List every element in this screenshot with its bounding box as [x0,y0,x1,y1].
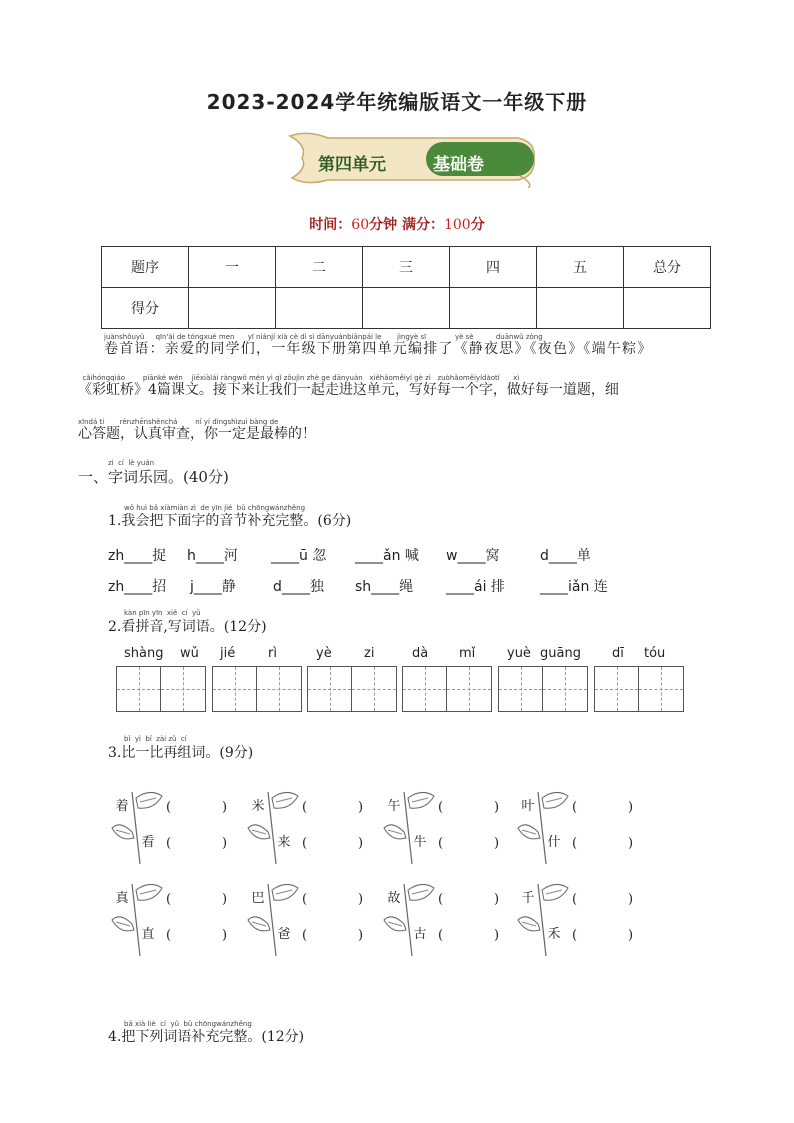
q1-item[interactable]: d____单 [540,548,591,564]
score-label: 得分 [102,288,189,329]
answer-paren-close[interactable]: ) [358,928,364,943]
q1-item[interactable]: ____ái 排 [446,579,505,595]
answer-paren-close[interactable]: ) [222,836,228,851]
banner-unit: 第四单元 [318,155,386,175]
q2-pinyin-syllable: mǐ [459,646,476,661]
q2-pinyin-syllable: jié [220,646,236,661]
answer-paren-open[interactable]: ( [302,836,308,851]
score-table-header [102,247,711,288]
answer-paren-open[interactable]: ( [302,892,308,907]
q1-item[interactable]: sh____绳 [355,579,414,595]
answer-paren-close[interactable]: ) [222,928,228,943]
compare-item [516,880,576,958]
q2-heading: 2.看拼音,写词语。(12分) [108,619,267,635]
intro-line-3: 心答题，认真审查，你一定是最棒的！ [78,426,316,442]
compare-char-top: 米 [251,799,265,814]
section1-pinyin: zì cí lè yuán [108,459,155,467]
answer-paren-open[interactable]: ( [166,892,172,907]
score-cell[interactable] [276,288,363,329]
q1-heading: 1.我会把下面字的音节补充完整。(6分) [108,513,352,529]
score-cell[interactable] [363,288,450,329]
answer-paren-open[interactable]: ( [572,800,578,815]
answer-paren-open[interactable]: ( [166,836,172,851]
q4-pinyin: bǎ xià liè cí yǔ bǔ chōngwánzhěng [124,1020,252,1028]
answer-paren-open[interactable]: ( [166,928,172,943]
answer-paren-close[interactable]: ) [494,928,500,943]
q1-item[interactable]: ____ū 忽 [271,548,327,564]
q1-item[interactable]: j____静 [190,579,236,595]
intro-line-2: 《彩虹桥》4篇课文。接下来让我们一起走进这单元，写好每一个字，做好每一道题，细 [78,382,619,398]
q1-item[interactable]: zh____捉 [108,548,167,564]
compare-char-bottom: 牛 [413,835,427,850]
q2-pinyin-syllable: dà [412,646,429,661]
answer-paren-open[interactable]: ( [572,892,578,907]
compare-item [516,788,576,866]
compare-item [382,788,442,866]
q2-pinyin-syllable: shàng [124,646,164,661]
section1-heading: 一、字词乐园。(40分) [78,468,229,486]
compare-item [246,880,306,958]
answer-paren-close[interactable]: ) [358,800,364,815]
header-cell: 题序 [102,247,189,288]
compare-item [246,788,306,866]
compare-item [110,880,170,958]
q2-pinyin-syllable: guāng [540,646,581,661]
score-cell[interactable] [537,288,624,329]
answer-paren-close[interactable]: ) [494,800,500,815]
compare-item [382,880,442,958]
score-table-row [102,288,711,329]
score-table [101,246,711,329]
q1-pinyin: wǒ huì bǎ xiàmiàn zì de yīn jié bǔ chōngwánzhěng [124,504,306,512]
compare-char-top: 真 [115,891,129,906]
compare-char-bottom: 什 [547,835,561,850]
writing-grid[interactable] [498,666,588,712]
score-cell[interactable] [450,288,537,329]
answer-paren-close[interactable]: ) [358,836,364,851]
header-cell: 总分 [624,247,711,288]
compare-item [110,788,170,866]
compare-char-top: 巴 [251,891,265,906]
answer-paren-close[interactable]: ) [628,892,634,907]
answer-paren-open[interactable]: ( [572,928,578,943]
q4-heading: 4.把下列词语补充完整。(12分) [108,1029,305,1045]
q2-pinyin-syllable: zi [364,646,375,661]
compare-char-bottom: 来 [277,835,291,850]
q2-pinyin-syllable: yè [316,646,332,661]
answer-paren-open[interactable]: ( [438,836,444,851]
intro-pinyin-3: xīndá tí rènzhēnshěnchá nǐ yí dìngshìzuì bàng de [78,418,279,426]
compare-char-bottom: 禾 [547,927,561,942]
compare-char-bottom: 看 [141,835,155,850]
q2-pinyin-syllable: yuè [507,646,531,661]
compare-char-top: 午 [387,799,401,814]
intro-line-1: 卷首语：亲爱的同学们，一年级下册第四单元编排了《静夜思》《夜色》《端午粽》 [104,341,653,357]
header-cell: 三 [363,247,450,288]
q2-pinyin-syllable: rì [268,646,277,661]
compare-char-top: 千 [521,891,535,906]
banner-type: 基础卷 [433,155,484,175]
answer-paren-close[interactable]: ) [494,892,500,907]
q2-pinyin-syllable: tóu [644,646,666,661]
answer-paren-close[interactable]: ) [358,892,364,907]
writing-grid[interactable] [116,666,206,712]
header-cell: 四 [450,247,537,288]
intro-pinyin-2: cǎihóngqiáo piānkè wén jiēxiàlái ràngwǒ mén yì qǐ zǒujìn zhè ge dānyuán xiěhǎoměiyí gè zì zuòhǎoměiyídàotí xì [78,374,520,382]
compare-char-top: 故 [387,891,401,906]
page-title: 2023-2024学年统编版语文一年级下册 [206,90,588,114]
answer-paren-close[interactable]: ) [628,800,634,815]
answer-paren-close[interactable]: ) [222,892,228,907]
header-cell: 一 [189,247,276,288]
score-cell[interactable] [189,288,276,329]
answer-paren-open[interactable]: ( [438,928,444,943]
header-cell: 五 [537,247,624,288]
writing-grid[interactable] [594,666,684,712]
q3-heading: 3.比一比再组词。(9分) [108,745,254,761]
answer-paren-open[interactable]: ( [302,928,308,943]
writing-grid[interactable] [307,666,397,712]
q1-item[interactable]: d____独 [273,579,324,595]
q1-item[interactable]: h____河 [187,548,238,564]
q1-item[interactable]: zh____招 [108,579,167,595]
answer-paren-close[interactable]: ) [628,836,634,851]
header-cell: 二 [276,247,363,288]
compare-char-bottom: 古 [413,927,427,942]
q2-pinyin-syllable: dī [612,646,624,661]
writing-grid[interactable] [212,666,302,712]
answer-paren-open[interactable]: ( [572,836,578,851]
q1-item[interactable]: ____iǎn 连 [540,579,608,595]
time-info: 时间：60分钟 满分：100分 [309,217,485,233]
score-cell[interactable] [624,288,711,329]
answer-paren-open[interactable]: ( [302,800,308,815]
q2-pinyin-syllable: wǔ [180,646,199,661]
answer-paren-close[interactable]: ) [222,800,228,815]
q1-item[interactable]: w____窝 [446,548,500,564]
q2-pinyin: kàn pīn yīn xiě cí yǔ [124,609,201,617]
writing-grid[interactable] [402,666,492,712]
q3-pinyin: bǐ yì bǐ zài zǔ cí [124,735,187,743]
answer-paren-close[interactable]: ) [494,836,500,851]
compare-char-top: 着 [115,799,129,814]
answer-paren-open[interactable]: ( [438,800,444,815]
q1-item[interactable]: ____ǎn 喊 [355,548,419,564]
answer-paren-open[interactable]: ( [166,800,172,815]
compare-char-top: 叶 [521,799,535,814]
intro-pinyin-1: juànshǒuyǔ qīn'ài de tóngxué men yī niánjí xià cè dì sì dānyuánbiānpái le jìngyè sī yè sè duānwǔ zòng [104,333,543,341]
compare-char-bottom: 直 [141,927,155,942]
answer-paren-close[interactable]: ) [628,928,634,943]
compare-char-bottom: 爸 [277,927,291,942]
answer-paren-open[interactable]: ( [438,892,444,907]
